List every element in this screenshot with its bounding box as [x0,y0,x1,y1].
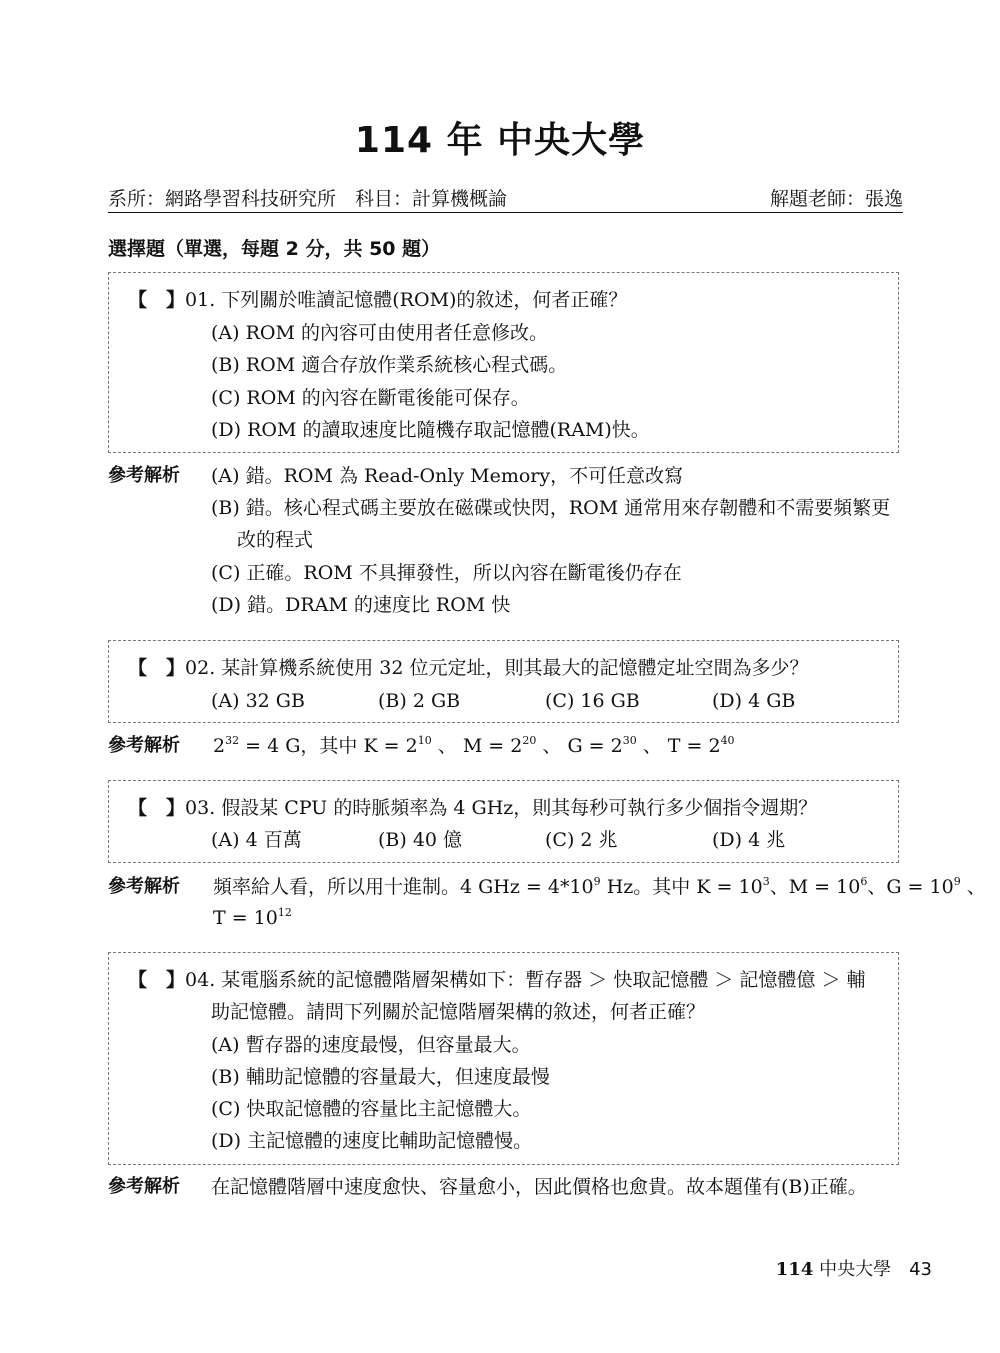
footer-school: 中央大學 [813,1259,892,1280]
section-title: 選擇題（單選，每題 2 分，共 50 題） [108,238,441,260]
q3-answer: 頻率給人看，所以用十進制。4 GHz = $4*10^9$ Hz。其中 $K = 10^3$、$M = 10^6$、$G = 10^9$ 、 [213,875,986,898]
question-3-stem: 【 】03. 假設某 CPU 的時脈頻率為 4 GHz，則其每秒可執行多少個指令週期？ [128,797,818,819]
q3-option-d: (D) 4 兆 [712,829,786,851]
question-4-stem: 【 】04. 某電腦系統的記憶體階層架構如下：暫存器 ＞ 快取記憶體 ＞ 記憶體億 ＞ 輔 [128,969,866,991]
q4-answer: 在記憶體階層中速度愈快、容量愈小，因此價格也愈貴。故本題僅有(B)正確。 [211,1176,867,1198]
q1-option-d: (D) ROM 的讀取速度比隨機存取記憶體(RAM)快。 [211,419,650,441]
q3-answer-cont: $T = 10^{12}$ [213,906,292,929]
teacher-name: 解題老師：張逸 [769,188,903,210]
page-number: 43 [909,1259,932,1280]
q1-answer-d: (D) 錯。DRAM 的速度比 ROM 快 [211,594,511,616]
q2-answer: $2^{32} = 4$ G，其中 $K = 2^{10}$ 、 $M = 2^{20}$ 、 $G = 2^{30}$ 、 $T = 2^{40}$ [213,734,735,757]
q1-answer-b-cont: 改的程式 [237,529,314,551]
q1-answer-a: (A) 錯。ROM 為 Read-Only Memory，不可任意改寫 [211,465,684,487]
page-footer [776,1255,932,1281]
question-4-stem-cont: 助記憶體。請問下列關於記憶階層架構的敘述，何者正確？ [211,1001,706,1023]
q3-option-b: (B) 40 億 [378,829,463,851]
q2-option-a: (A) 32 GB [211,690,305,712]
q3-option-c: (C) 2 兆 [545,829,618,851]
question-2-stem: 【 】02. 某計算機系統使用 32 位元定址，則其最大的記憶體定址空間為多少？ [128,657,809,679]
answer-bracket: 【 】 [128,289,186,311]
answer-label-1: 參考解析 [108,465,180,486]
q4-option-b: (B) 輔助記憶體的容量最大，但速度最慢 [211,1066,550,1088]
q1-option-b: (B) ROM 適合存放作業系統核心程式碼。 [211,354,568,376]
q2-option-b: (B) 2 GB [378,690,461,712]
header-line [108,182,903,213]
page-title: 114 年 中央大學 [354,120,646,161]
q2-option-c: (C) 16 GB [545,690,640,712]
q3-option-a: (A) 4 百萬 [211,829,302,851]
q1-answer-c: (C) 正確。ROM 不具揮發性，所以內容在斷電後仍存在 [211,562,682,584]
department-subject: 系所：網路學習科技研究所 科目：計算機概論 [108,188,508,210]
q4-option-c: (C) 快取記憶體的容量比主記憶體大。 [211,1098,532,1120]
answer-label-3: 參考解析 [108,876,180,897]
q1-option-a: (A) ROM 的內容可由使用者任意修改。 [211,322,548,344]
answer-label-4: 參考解析 [108,1176,180,1197]
q2-option-d: (D) 4 GB [712,690,796,712]
q4-option-a: (A) 暫存器的速度最慢，但容量最大。 [211,1034,531,1056]
footer-year: 114 [775,1259,814,1280]
q4-option-d: (D) 主記憶體的速度比輔助記憶體慢。 [211,1130,533,1152]
answer-label-2: 參考解析 [108,735,180,756]
question-1-stem: 【 】01. 下列關於唯讀記憶體(ROM)的敘述，何者正確？ [128,289,628,311]
q1-option-c: (C) ROM 的內容在斷電後能可保存。 [211,387,530,409]
q1-answer-b: (B) 錯。核心程式碼主要放在磁碟或快閃，ROM 通常用來存韌體和不需要頻繁更 [211,497,891,519]
